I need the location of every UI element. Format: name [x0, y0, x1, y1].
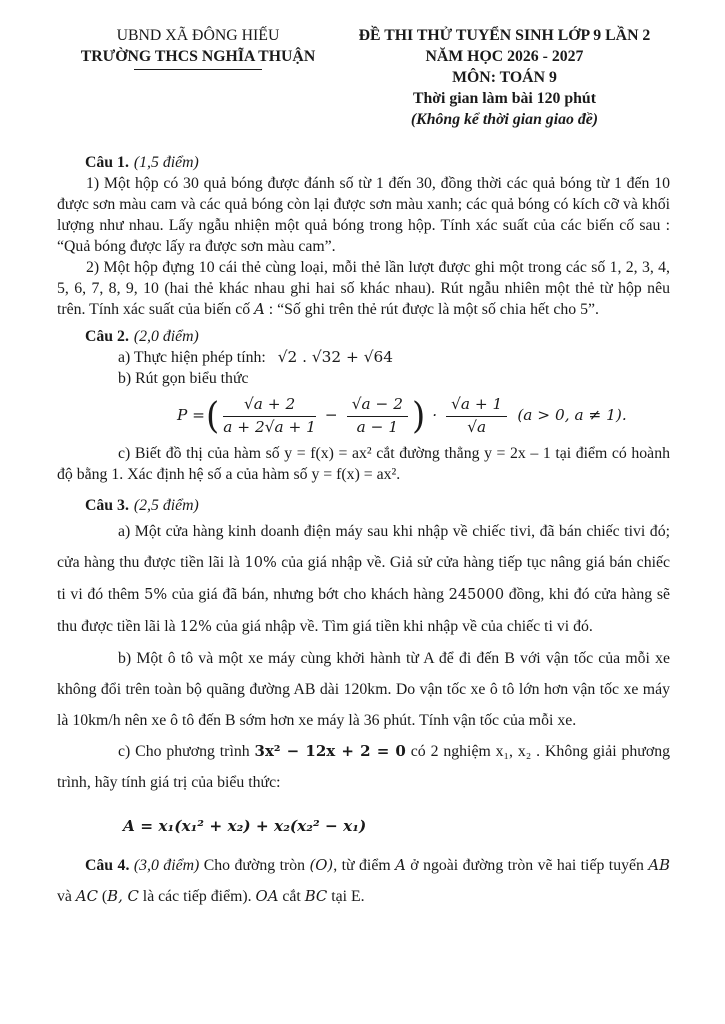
q2-formula-P [177, 393, 670, 438]
q2-item-a [57, 347, 670, 368]
q4-text-2: , từ điểm [333, 857, 396, 875]
q2-item-b: b) Rút gọn biểu thức [118, 370, 249, 387]
question-1-heading [57, 152, 670, 173]
fraction-3 [446, 396, 507, 436]
fraction-2 [347, 396, 408, 436]
q4-text-7: cắt [278, 888, 305, 906]
q2-item-a-label: a) Thực hiện phép tính: [118, 349, 266, 366]
fraction-1 [223, 396, 316, 436]
q1-part2-variable-A: A [254, 300, 265, 318]
fraction-2-numerator: √a − 2 [347, 396, 408, 417]
close-paren: ) [411, 393, 426, 438]
question-2-heading [57, 326, 670, 347]
q3-formula-A: A = x₁(x₁² + x₂) + x₂(x₂² − x₁) [123, 817, 367, 836]
exam-title: ĐỀ THI THỬ TUYỂN SINH LỚP 9 LẦN 2 [358, 27, 651, 44]
question-3-points: (2,5 điểm) [133, 497, 199, 515]
header-title-block [339, 25, 670, 130]
q4-text-5: ( [97, 888, 108, 906]
q1-part2-text-1: 2) Một hộp đựng 10 cái thẻ cùng loại, mỗi thẻ lần lượt được ghi một trong các số 1, 2, 3, 4, 5, 6, 7, 8, 9, 10 (hai thẻ khác nhau ghi hai số khác nhau). Rút ngẫu nhiên một thẻ từ hộp nêu trên. Tính xác suất của biến cố [57, 259, 670, 318]
q4-text-6: là các tiếp điểm). [138, 888, 256, 906]
q4-var-AB: AB [648, 856, 670, 875]
q4-text-1: Cho đường tròn [199, 857, 310, 875]
q4-var-BC-points: B, C [107, 887, 139, 906]
q3a-value-245000: 245000 [448, 587, 505, 604]
question-1-part-2 [57, 257, 670, 320]
q3a-text-4: đồng, khi đó cửa hàng sẽ thu được tiền lãi là [57, 586, 670, 636]
question-2-label: Câu 2. [85, 328, 129, 345]
q4-var-O: (O) [309, 856, 334, 875]
open-paren: ( [206, 393, 220, 438]
fraction-1-numerator: √a + 2 [223, 396, 316, 417]
header-school-block [57, 25, 339, 70]
fraction-3-denominator: √a [467, 417, 487, 436]
q3-item-b: b) Một ô tô và một xe máy cùng khởi hành từ A để đi đến B với vận tốc của mỗi xe không đổi trên toàn bộ quãng đường AB dài 120km. Do vận tốc xe ô tô lớn hơn vận tốc xe máy là 10km/h nên xe ô tô đến B sớm hơn xe máy là 36 phút. Tính vận tốc của mỗi xe. [57, 650, 670, 730]
question-4-points: (3,0 điểm) [133, 857, 200, 875]
fraction-1-denominator: a + 2√a + 1 [223, 417, 316, 436]
q3-item-a [57, 516, 670, 643]
multiply-operator: · [432, 406, 438, 425]
q3c-text-1: c) Cho phương trình [118, 743, 255, 761]
subject-line: MÔN: TOÁN 9 [452, 69, 557, 86]
question-1-part-1: 1) Một hộp có 30 quả bóng được đánh số từ 1 đến 30, đồng thời các quả bóng từ 1 đến 10 được sơn màu cam và các quả bóng còn lại được sơn màu xanh; các quả bóng có kích cỡ và khối lượng như nhau. Lấy ngẫu nhiện một quả bóng trong hộp. Tính xác suất của các biến cố sau : “Quả bóng được lấy ra được sơn màu cam”. [57, 175, 670, 255]
q2-item-a-expression: √2 . √32 + √64 [277, 348, 393, 366]
q3a-value-5pct: 5% [144, 587, 168, 604]
q3a-value-12pct: 12% [179, 619, 212, 636]
minus-operator: − [324, 406, 338, 425]
q4-text-4: và [57, 888, 76, 906]
duration-line: Thời gian làm bài 120 phút [412, 90, 596, 107]
fraction-2-denominator: a − 1 [356, 417, 399, 436]
q3a-value-10pct: 10% [244, 555, 277, 572]
question-3-heading [57, 495, 670, 516]
document-header [57, 25, 670, 130]
school-name: TRƯỜNG THCS NGHĨA THUẬN [80, 48, 316, 65]
q3a-text-5: của giá nhập về. Tìm giá tiền khi nhập về của chiếc ti vi đó. [211, 618, 593, 636]
q4-text-8: tại E. [327, 888, 365, 906]
q4-var-AC: AC [75, 887, 98, 906]
q4-var-OA: OA [255, 887, 279, 906]
q3c-equation: 3x² − 12x + 2 = 0 [254, 742, 406, 761]
question-4-paragraph [57, 850, 670, 912]
q4-var-A: A [395, 856, 406, 875]
school-year: NĂM HỌC 2026 - 2027 [425, 48, 584, 65]
question-3-label: Câu 3. [85, 497, 129, 515]
question-1-label: Câu 1. [85, 154, 129, 171]
q2-item-c: c) Biết đồ thị của hàm số y = f(x) = ax² cắt đường thẳng y = 2x – 1 tại điểm có hoành độ bằng 1. Xác định hệ số a của hàm số y = f(x) = ax². [57, 445, 670, 484]
fraction-3-numerator: √a + 1 [446, 396, 507, 417]
q3-item-c [57, 736, 670, 798]
question-4-label: Câu 4. [85, 857, 130, 875]
q1-part2-text-2: : “Số ghi trên thẻ rút được là một số chia hết cho 5”. [264, 301, 599, 318]
org-name: UBND XÃ ĐÔNG HIẾU [116, 27, 280, 44]
q3a-text-2: của giá nhập về. Giả sử cửa hàng tiếp tục nâng giá bán chiếc ti vi đó thêm [57, 554, 671, 604]
formula-lhs: P = [177, 406, 206, 425]
exam-body [57, 152, 670, 912]
duration-note: (Không kể thời gian giao đề) [410, 111, 599, 128]
q3c-text-2: có 2 nghiệm x₁, x₂ . Không giải phương trình, hãy tính giá trị của biểu thức: [57, 743, 670, 792]
q3a-text-1: a) Một cửa hàng kinh doanh điện máy sau khi nhập về chiếc tivi, đã bán chiếc tivi đó; cửa hàng thu được tiền lãi là [57, 523, 670, 572]
formula-condition: (a > 0, a ≠ 1). [517, 406, 627, 425]
q3a-text-3: của giá đã bán, nhưng bớt cho khách hàng [167, 586, 449, 604]
q4-var-BC: BC [304, 887, 328, 906]
q4-text-3: ở ngoài đường tròn vẽ hai tiếp tuyến [405, 857, 649, 875]
question-2-points: (2,0 điểm) [133, 328, 199, 345]
question-1-points: (1,5 điểm) [133, 154, 199, 171]
header-underline [134, 69, 262, 70]
